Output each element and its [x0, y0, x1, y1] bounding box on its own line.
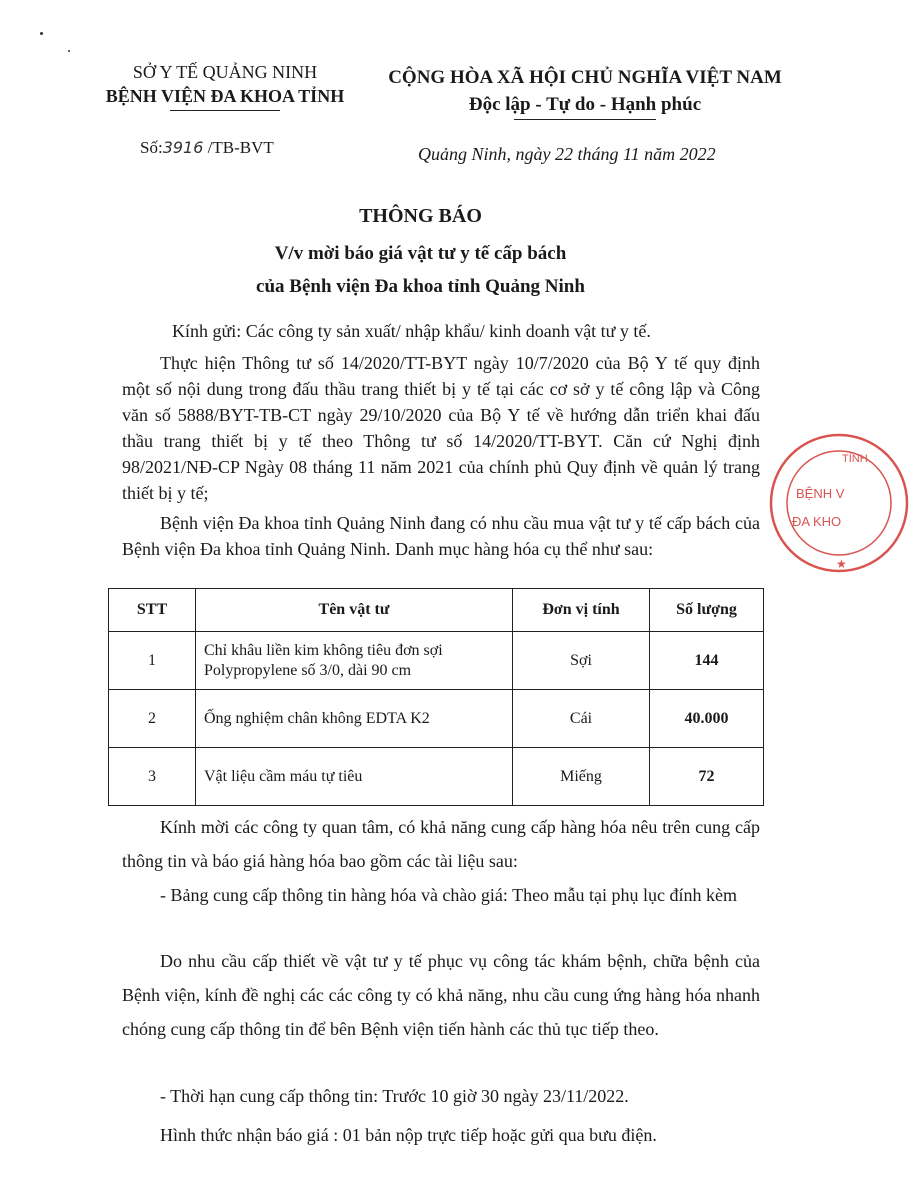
- cell-quantity: 72: [650, 748, 764, 806]
- table-row: [109, 690, 764, 748]
- deadline-line: - Thời hạn cung cấp thông tin: Trước 10 giờ 30 ngày 23/11/2022.: [160, 1086, 629, 1106]
- intro-section: [122, 318, 760, 506]
- items-table: [108, 588, 764, 806]
- scan-speck: [68, 50, 70, 52]
- cell-stt: 1: [109, 632, 196, 690]
- document-subject-line-1: V/v mời báo giá vật tư y tế cấp bách: [274, 243, 567, 264]
- document-requirement-line: - Bảng cung cấp thông tin hàng hóa và chào giá: Theo mẫu tại phụ lục đính kèm: [160, 885, 738, 905]
- cell-quantity: 144: [650, 632, 764, 690]
- cell-unit: Miếng: [513, 748, 650, 806]
- hospital-stamp: [764, 428, 914, 578]
- recipient-line: Kính gửi: Các công ty sản xuất/ nhập khẩu/ kinh doanh vật tư y tế.: [172, 321, 651, 341]
- cell-name: Vật liệu cầm máu tự tiêu: [196, 748, 513, 806]
- document-subject-line-2: của Bệnh viện Đa khoa tỉnh Quảng Ninh: [256, 276, 585, 297]
- motto-underline: [514, 119, 656, 120]
- cell-stt: 3: [109, 748, 196, 806]
- table-row: [109, 748, 764, 806]
- cell-unit: Sợi: [513, 632, 650, 690]
- cell-unit: Cái: [513, 690, 650, 748]
- date-line: Quảng Ninh, ngày 22 tháng 11 năm 2022: [418, 144, 716, 164]
- national-title: CỘNG HÒA XÃ HỘI CHỦ NGHĨA VIỆT NAM: [388, 67, 782, 88]
- urgency-paragraph: Do nhu cầu cấp thiết về vật tư y tế phục vụ công tác khám bệnh, chữa bệnh của Bệnh viện, kính đề nghị các các công ty có khả năng, nhu cầu cung ứng hàng hóa nhanh chóng cung cấp thông tin để bên Bệnh viện tiến hành các thủ tục tiếp theo.: [122, 951, 760, 1039]
- cell-name: Chỉ khâu liền kim không tiêu đơn sợi Polypropylene số 3/0, dài 90 cm: [196, 632, 513, 690]
- handwritten-number: 3916: [162, 138, 204, 157]
- stamp-text-line2: ĐA KHO: [792, 514, 842, 529]
- table-header-row: [109, 589, 764, 632]
- issuer-hospital: BỆNH VIỆN ĐA KHOA TỈNH: [105, 86, 345, 106]
- submission-method-line: Hình thức nhận báo giá : 01 bản nộp trực tiếp hoặc gửi qua bưu điện.: [160, 1125, 657, 1145]
- cell-name: Ống nghiệm chân không EDTA K2: [196, 690, 513, 748]
- stamp-text-top: TỈNH: [842, 453, 868, 465]
- document-number: Số:3916 /TB-BVT: [140, 138, 274, 157]
- col-header-stt: STT: [109, 589, 196, 632]
- col-header-name: Tên vật tư: [196, 589, 513, 632]
- issuer-department: SỞ Y TẾ QUẢNG NINH: [132, 62, 318, 82]
- svg-text:★: ★: [836, 557, 847, 571]
- cell-quantity: 40.000: [650, 690, 764, 748]
- stamp-text-line1: BỆNH V: [796, 486, 845, 501]
- issuer-header: [60, 60, 390, 108]
- col-header-quantity: Số lượng: [650, 589, 764, 632]
- table-row: [109, 632, 764, 690]
- col-header-unit: Đơn vị tính: [513, 589, 650, 632]
- issuer-underline: [170, 110, 280, 111]
- legal-basis-paragraph: Thực hiện Thông tư số 14/2020/TT-BYT ngày 10/7/2020 của Bộ Y tế quy định một số nội dung trong đấu thầu trang thiết bị y tế tại các cơ sở y tế công lập và Công văn số 5888/BYT-TB-CT ngày 29/10/2020 của Bộ Y tế về hướng dẫn triển khai đấu thầu trang thiết bị y tế theo Thông tư số 14/2020/TT-BYT. Căn cứ Nghị định 98/2021/NĐ-CP Ngày 08 tháng 11 năm 2021 của chính phủ Quy định về quản lý trang thiết bị y tế;: [122, 353, 760, 503]
- invitation-paragraph: Kính mời các công ty quan tâm, có khả năng cung cấp hàng hóa nêu trên cung cấp thông tin và báo giá hàng hóa bao gồm các tài liệu sau:: [122, 817, 760, 871]
- need-paragraph: Bệnh viện Đa khoa tỉnh Quảng Ninh đang có nhu cầu mua vật tư y tế cấp bách của Bệnh viện Đa khoa tỉnh Quảng Ninh. Danh mục hàng hóa cụ thể như sau:: [122, 513, 760, 559]
- national-motto: Độc lập - Tự do - Hạnh phúc: [468, 94, 702, 115]
- document-title: THÔNG BÁO: [359, 205, 482, 227]
- cell-stt: 2: [109, 690, 196, 748]
- national-header: [380, 64, 790, 118]
- scan-speck: [40, 32, 43, 35]
